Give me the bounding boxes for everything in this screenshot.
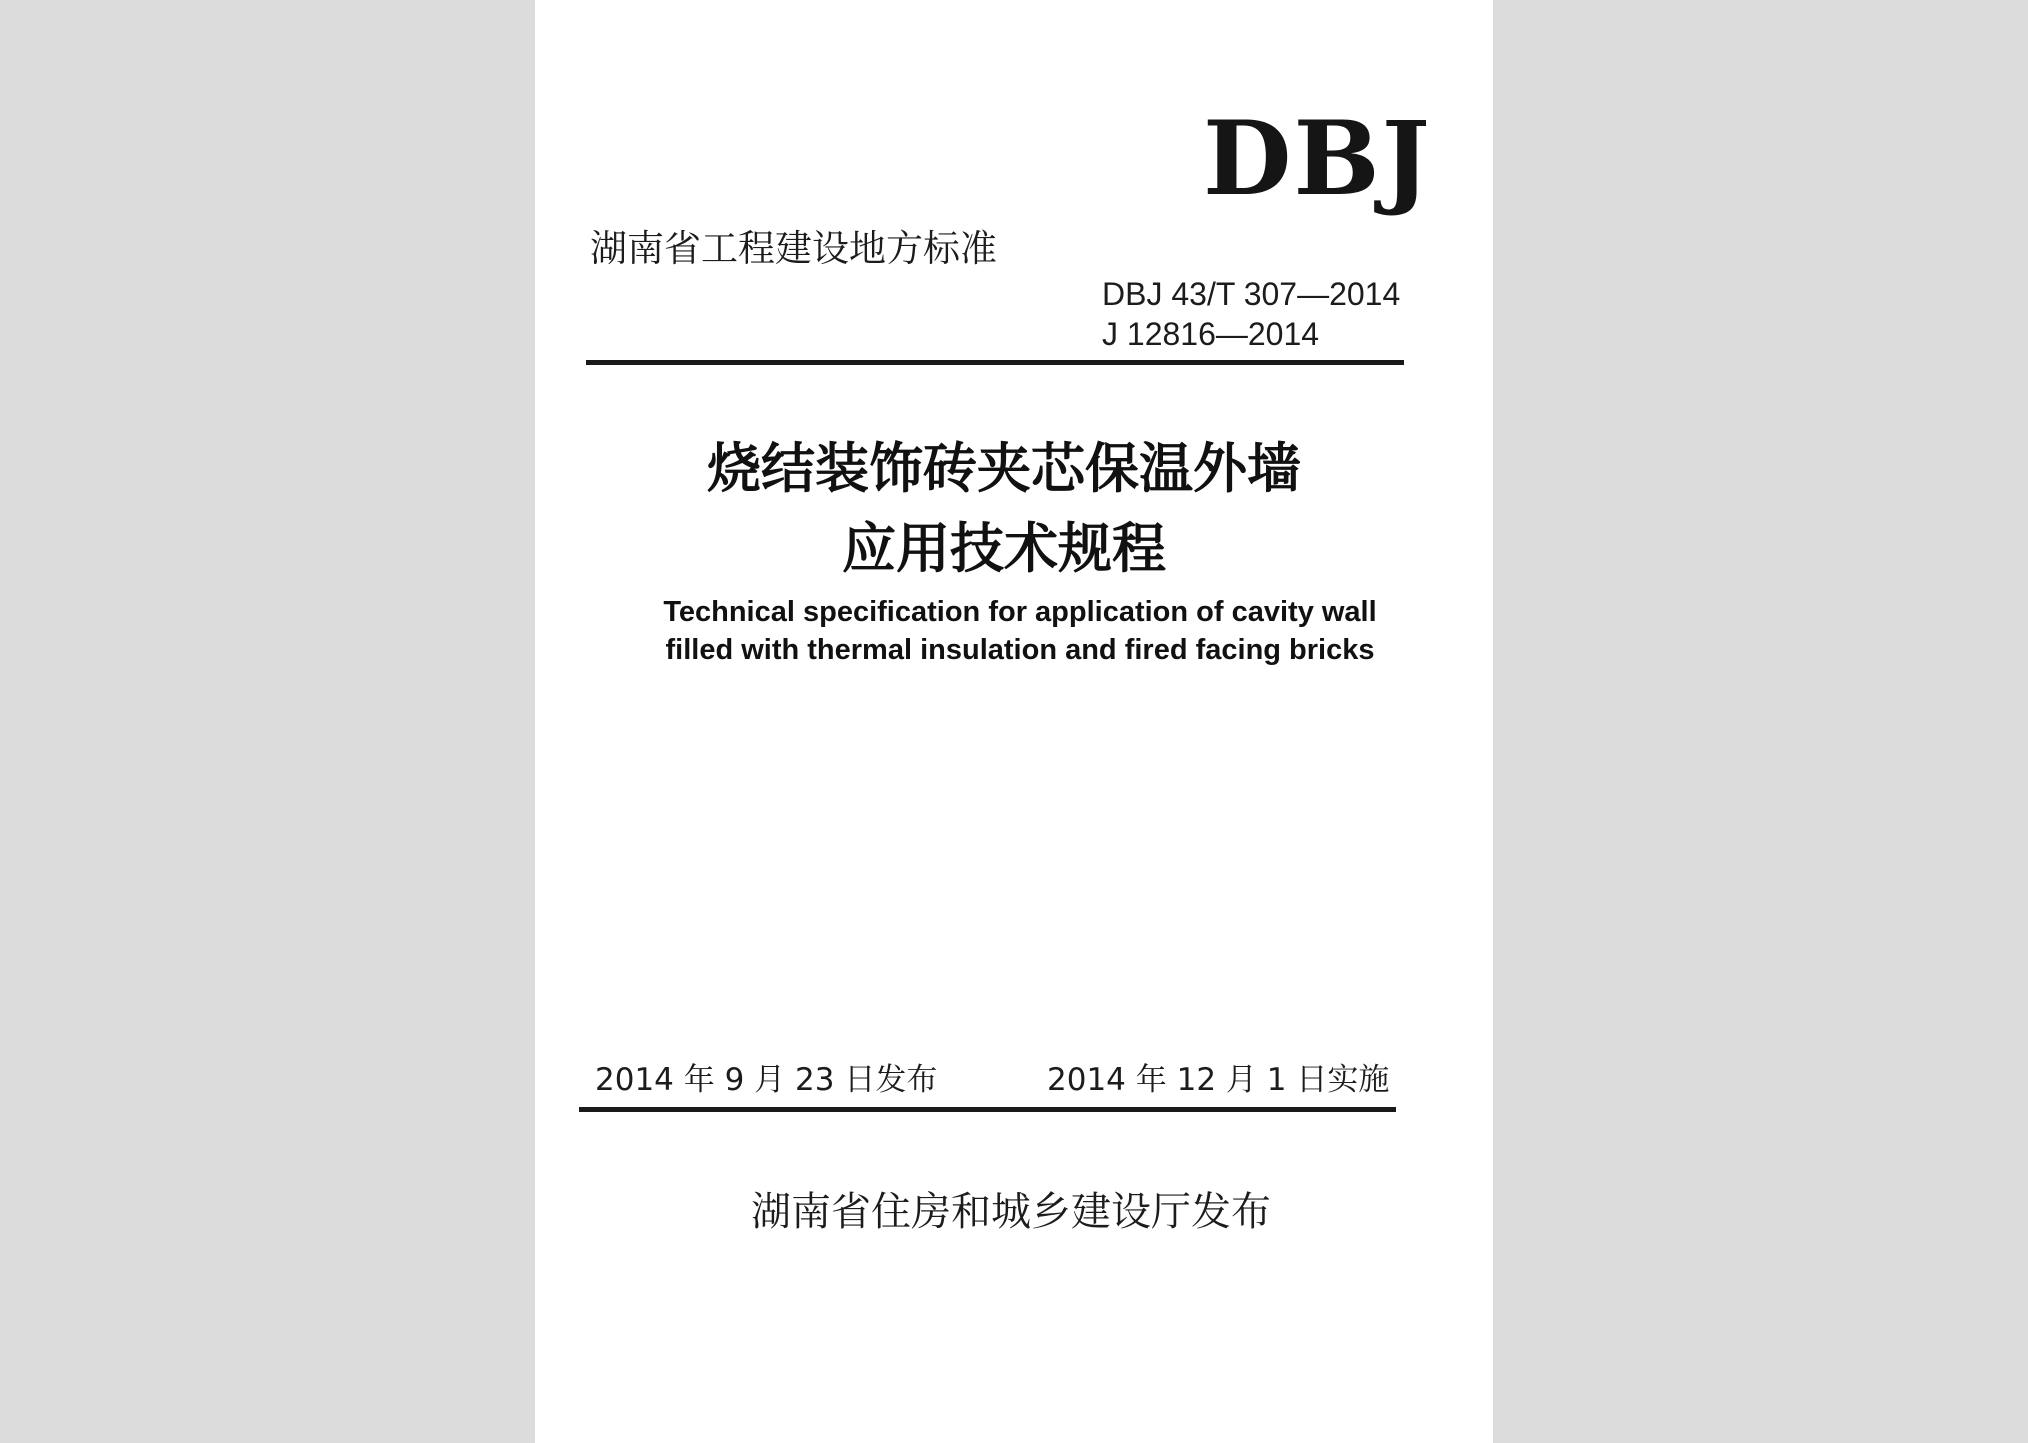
title-english-line2: filled with thermal insulation and fired facing bricks: [665, 634, 1375, 666]
record-number: J 12816—2014: [1102, 316, 1320, 352]
issue-date: 2014 年 9 月 23 日发布: [595, 1062, 938, 1098]
standard-number: DBJ 43/T 307—2014: [1102, 276, 1401, 312]
publisher: [535, 1180, 1493, 1237]
top-divider: [586, 360, 1404, 365]
bottom-divider: [579, 1107, 1396, 1112]
document-cover-page: [535, 0, 1493, 1443]
title-chinese-line2: 应用技术规程: [842, 516, 1166, 580]
standard-type-label: 湖南省工程建设地方标准: [590, 227, 997, 270]
effective-date: 2014 年 12 月 1 日实施: [1047, 1062, 1390, 1098]
publisher-text: 湖南省住房和城乡建设厅发布: [751, 1189, 1271, 1235]
title-chinese-line1: 烧结装饰砖夹芯保温外墙: [707, 436, 1301, 500]
title-english-line1: Technical specification for application of cavity wall: [663, 596, 1377, 628]
dbj-logo: DBJ: [1203, 99, 1432, 219]
